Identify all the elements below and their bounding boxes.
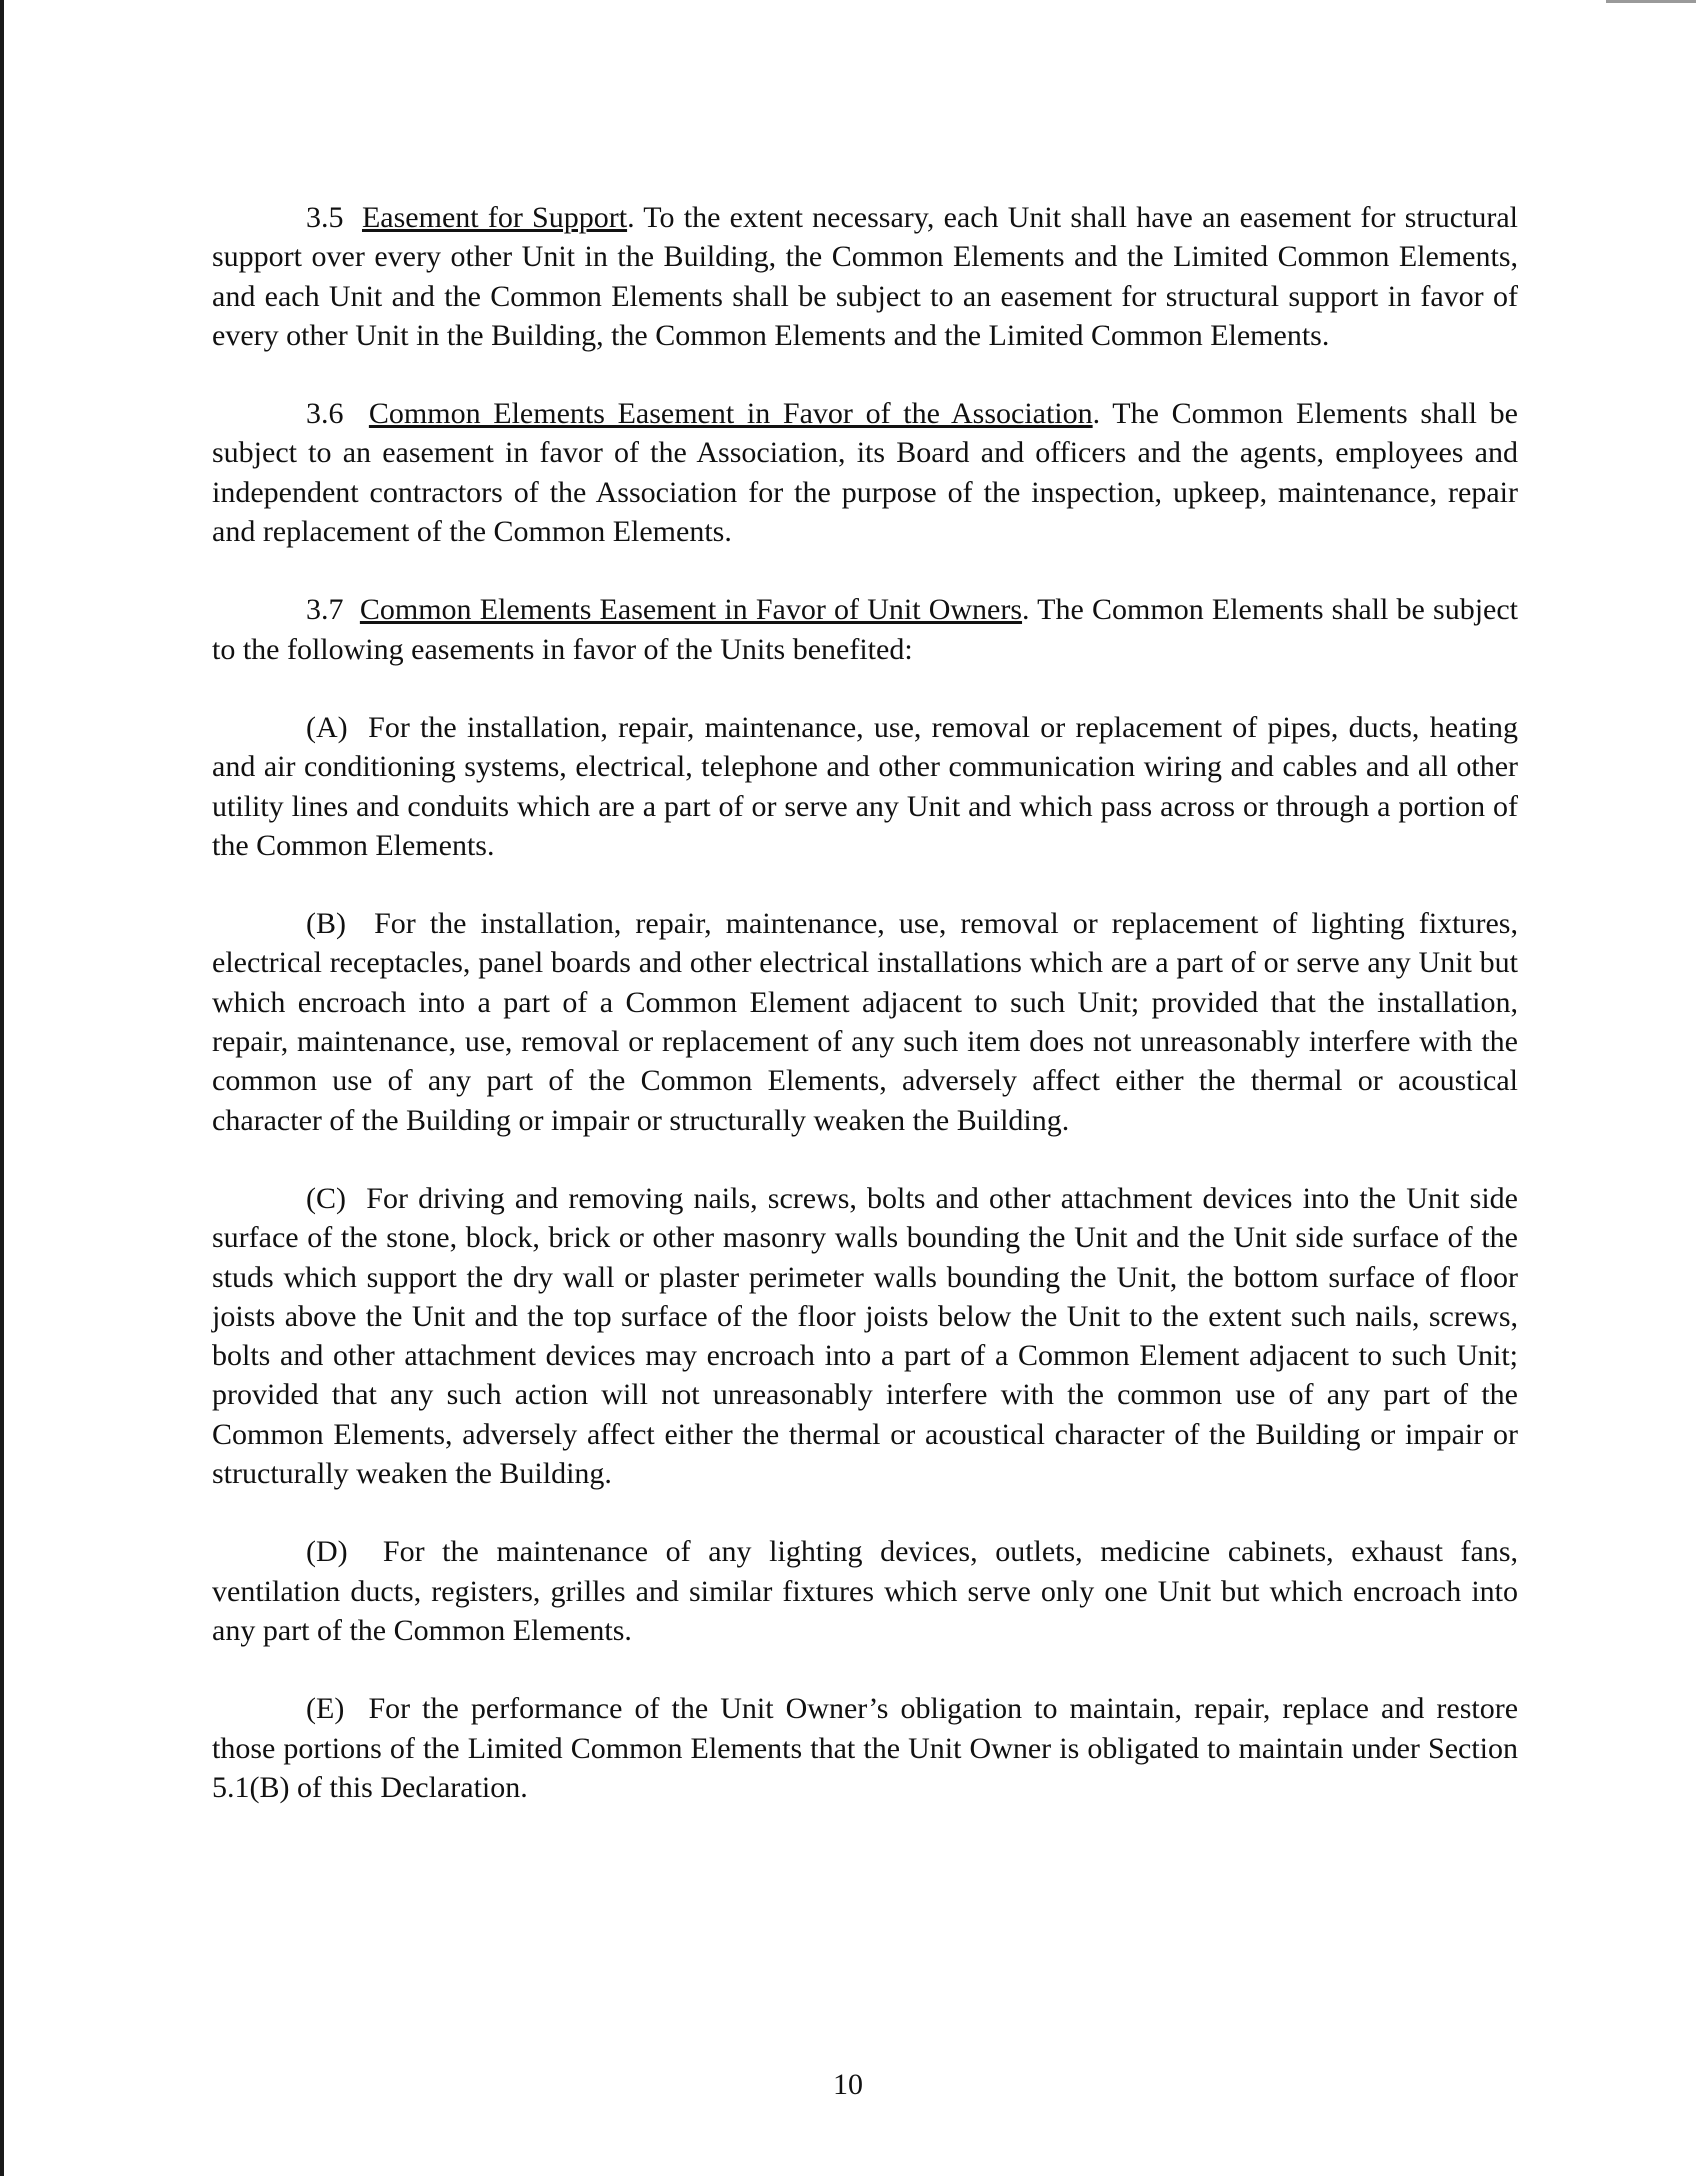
section-heading: Common Elements Easement in Favor of the Association <box>368 397 1093 431</box>
item-b <box>212 904 1518 1140</box>
item-label: (A) <box>306 710 348 744</box>
page-number: 10 <box>833 2068 863 2101</box>
scan-top-mark <box>1606 0 1696 3</box>
item-label: (C) <box>306 1181 346 1215</box>
document-body <box>212 198 1518 1846</box>
section-number: 3.6 <box>306 397 344 431</box>
section-number: 3.5 <box>306 201 344 234</box>
item-label: (D) <box>306 1535 348 1569</box>
item-c <box>212 1179 1518 1493</box>
section-number: 3.7 <box>306 593 344 627</box>
item-e <box>212 1689 1518 1807</box>
item-text: For the installation, repair, maintenance, use, removal or replacement of lighting fixtures, electrical receptacles, panel boards and other electrical installations which are a part of or serve any Unit but which encroach into a part of a Common Element adjacent to such Unit; provided that the installation, repair, maintenance, use, removal or replacement of any such item does not unreasonably interfere with the common use of any part of the Common Elements, adversely affect either the thermal or acoustical character of the Building or impair or structurally weaken the Building. <box>212 907 1518 1137</box>
scan-left-edge <box>0 0 4 2176</box>
item-text: For the maintenance of any lighting devices, outlets, medicine cabinets, exhaust fans, ventilation ducts, registers, grilles and similar fixtures which serve only one Unit but which encroach into any part of the Common Elements. <box>212 1535 1519 1647</box>
section-3-5 <box>212 198 1518 355</box>
item-label: (B) <box>306 907 346 941</box>
section-3-7 <box>212 590 1518 669</box>
section-text: . The Common Elements shall be subject to the following easements in favor of the Units benefited: <box>212 593 1518 666</box>
section-heading: Common Elements Easement in Favor of Unit Owners <box>359 593 1023 627</box>
item-d <box>212 1532 1518 1650</box>
section-text: . The Common Elements shall be subject to an easement in favor of the Association, its Board and officers and the agents, employees and independent contractors of the Association for the purpose of the inspection, upkeep, maintenance, repair and replacement of the Common Elements. <box>212 397 1518 549</box>
item-a <box>212 708 1518 865</box>
item-label: (E) <box>306 1692 345 1726</box>
item-text: For driving and removing nails, screws, bolts and other attachment devices into the Unit side surface of the stone, block, brick or other masonry walls bounding the Unit and the Unit side surface of the studs which support the dry wall or plaster perimeter walls bounding the Unit, the bottom surface of floor joists above the Unit and the top surface of the floor joists below the Unit to the extent such nails, screws, bolts and other attachment devices may encroach into a part of a Common Element adjacent to such Unit; provided that any such action will not unreasonably interfere with the common use of any part of the Common Elements, adversely affect either the thermal or acoustical character of the Building or impair or structurally weaken the Building. <box>212 1181 1518 1491</box>
section-heading: Easement for Support <box>361 201 628 234</box>
section-text: . To the extent necessary, each Unit shall have an easement for structural support over every other Unit in the Building, the Common Elements and the Limited Common Elements, and each Unit and the Common Elements shall be subject to an easement for structural support in favor of every other Unit in the Building, the Common Elements and the Limited Common Elements. <box>212 201 1519 352</box>
section-3-6 <box>212 394 1518 551</box>
item-text: For the installation, repair, maintenance, use, removal or replacement of pipes, ducts, heating and air conditioning systems, electrical, telephone and other communication wiring and cables and all other utility lines and conduits which are a part of or serve any Unit and which pass across or through a portion of the Common Elements. <box>212 710 1518 862</box>
item-text: For the performance of the Unit Owner’s obligation to maintain, repair, replace and restore those portions of the Limited Common Elements that the Unit Owner is obligated to maintain under Section 5.1(B) of this Declaration. <box>212 1692 1519 1804</box>
